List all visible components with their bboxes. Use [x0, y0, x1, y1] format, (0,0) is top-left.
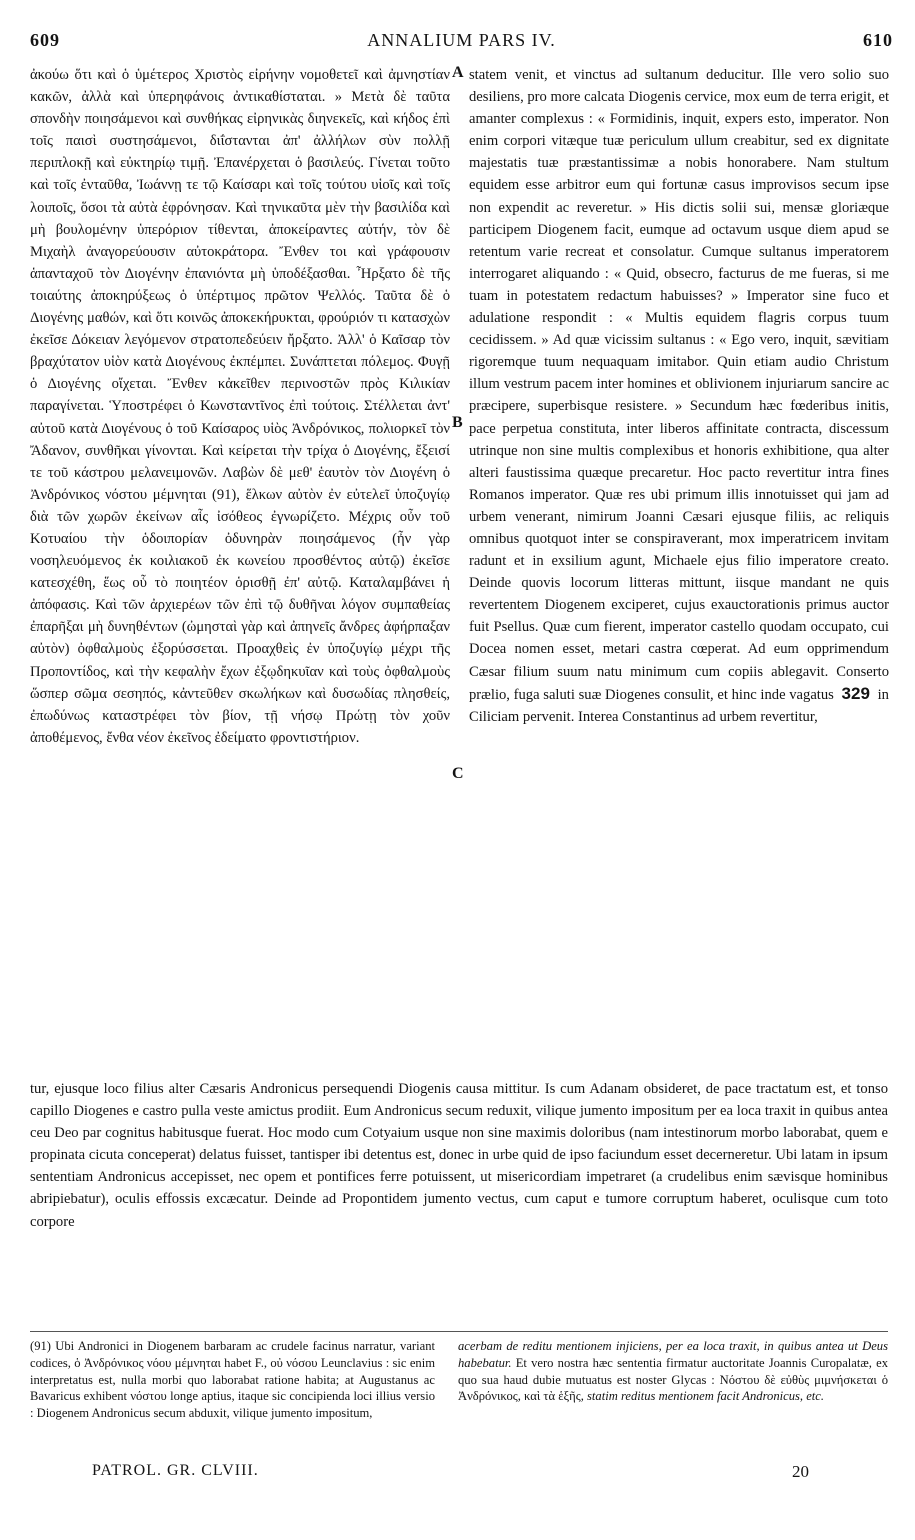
full-width-paragraph: tur, ejusque loco filius alter Cæsaris Andronicus persequendi Diogenis causa mittitur. Is cum Adanam obsideret, de pace tractatum est, et tonso capillo Diogenes e castro pulla veste amictus prodiit. Eum Andronicus secum reduxit, vilique jumento impositum per ea loca traxit in quibus antea ceu Deo par cognitus habitusque fuerat. Hoc modo cum Cotyaium usque non sine maximis doloribus (nam intestinorum morbo laborabat, quem e propinata cicuta conceperat) delatus fuisset, tantisper ibi detentus est, donec in urbe quid de ipso faciundum esset decerneretur. Ubi latam in ipsum sententiam Andronicus accepisset, nec opem et pontifices ferre potuissent, ut misericordiam impetraret (a crudelibus enim sævisque hominibus abripiebatur), oculis effossis excæcatur. Deinde ad Propontidem jumento vectus, cum caput e tumore corruptum haberet, oculisque cum toto corpore: [30, 1081, 888, 1230]
footnote-right: [458, 1338, 888, 1405]
margin-marker-c: C: [452, 765, 464, 782]
latin-column: [469, 64, 889, 728]
greek-column: [30, 64, 450, 749]
greek-text: ἀκούω ὅτι καὶ ὁ ὑμέτερος Χριστὸς εἰρήνην νομοθετεῖ καὶ ἀμνηστίαν κακῶν, ἀλλὰ καὶ ὑπερηφάνοις ἀντικαθίσταται. » Μετὰ δὲ ταῦτα σπονδὴν ποιησάμενοι καὶ συνθήκας εἰρηνικὰς διηνεκεῖς, καὶ κήδος ἐπὶ τοῖς παισὶ συστησάμενοι, διΐστανται ἀπ' ἀλλήλων σὺν πολλῇ περιπλοκῇ καὶ εὐκτηρίῳ τιμῇ. Ἐπανέρχεται ὁ βασιλεύς. Γίνεται τοῦτο καὶ τοῖς ἐνταῦθα, Ἰωάννῃ τε τῷ Καίσαρι καὶ τοῖς τούτου υἱοῖς καὶ τοῖς λοιποῖς, ὅσοι τὰ αὐτὰ ἐφρόνησαν. Καὶ τηνικαῦτα μὲν τὴν βασιλίδα καὶ μὴ βουλομένην ὑπερόριον τίθενται, ἀποκείραντες αὐτήν, τὸν δὲ Μιχαὴλ ἀναγορεύουσιν αὐτοκράτορα. Ἔνθεν τοι καὶ γράφουσιν ἁπανταχοῦ τὸν Διογένην ἐπανιόντα μὴ ὑποδέξασθαι. Ἦρξατο δὲ τῆς τοιαύτης ἀποκηρύξεως ὁ ὑπέρτιμος πρῶτον Ψελλός. Ταῦτα δὲ ὁ Διογένης μαθών, καὶ ὅτι κοινῶς ἀποκεκήρυκται, φρούριόν τι κατασχὼν ἐκεῖσε Δόκειαν λεγόμενον στρατοπεδεύειν ἤρξατο. Ἀλλ' ὁ Καῖσαρ τὸν βραχύτατον υἱὸν κατὰ Διογένους ἐκπέμπει. Συνάπτεται πόλεμος. Φυγῇ ὁ Διογένης οἴχεται. Ἔνθεν κἀκεῖθεν περινοστῶν πρὸς Κιλικίαν παραγίνεται. Ὑποστρέφει ὁ Κωνσταντῖνος ἐπὶ τούτοις. Στέλλεται ἀντ' αὐτοῦ κατὰ Διογένους ὁ τοῦ Καίσαρος υἱὸς Ἀνδρόνικος, πολιορκεῖ τὸν Ἄδανον, συνθῆκαι γίνονται. Καὶ κείρεται τὴν τρίχα ὁ Διογένης, ἔξεισί τε τοῦ κάστρου μελανειμονῶν. Λαβὼν δὲ μεθ' ἑαυτὸν τὸν Διογένη ὁ Ἀνδρόνικος νόστου μέμνηται (91), ἕλκων αὐτὸν ἐν εὐτελεῖ ὑποζυγίῳ διὰ τῶν χωρῶν ἐκείνων αἷς ἰσόθεος ἐγνωρίζετο. Μέχρις οὖν τοῦ Κοτυαίου τὴν ὁδοιπορίαν ὀδυνηρὰν ποιησάμενος (ἦν γὰρ νοσηλευόμενος ἐκ κοιλιακοῦ ἐκ κωνείου προσθέντος αὐτῷ) ἐκεῖσε κατεσχέθη, ἕως οὗ τὸ ποιητέον ὁρισθῇ ἐπ' αὐτῷ. Καταλαμβάνει ἡ ἀπόφασις. Καὶ τῶν ἀρχιερέων τῶν ἐπὶ τῷ δυθῆναι λόγον συμπαθείας ἐπαρῆξαι μὴ δυνηθέντων (ὠμησταὶ γὰρ καὶ ἀπηνεῖς ἄνδρες ἀφήρπαξαν αὐτὸν) ὀφθαλμοὺς ἐξορύσσεται. Προαχθεὶς ἐν ὑποζυγίῳ μέχρι τῆς Προποντίδος, καὶ τὴν κεφαλὴν ἔχων ἐξῳδηκυῖαν καὶ τοὺς ὀφθαλμοὺς ὥσπερ σῶμα σεσηπός, κἀντεῦθεν σκωλήκων καὶ δυσωδίας πλησθείς, ἐπωδύνως καταστρέφει τὸν βίον, τῇ νήσῳ Πρώτῃ τὸν χοῦν ἀποθέμενος, ἔνθα νέον ἐκεῖνος ἐδείματο φροντιστήριον.: [30, 67, 450, 746]
latin-text: [469, 64, 889, 728]
footnote-right-plain: Et vero nostra hæc sententia firmatur auctoritate Joannis Curopalatæ, ex quo sua haud dubie mutuatus est noster Glycas : Νόστου δὲ εὐθὺς μιμνήσκεται ὁ Ἀνδρόνικος, καὶ τὰ ἑξῆς,: [458, 1355, 888, 1404]
footnote-right-italic-end: statim reditus mentionem facit Andronicus, etc.: [587, 1389, 825, 1404]
margin-marker-a: A: [452, 64, 464, 81]
footnote-right-italic: acerbam de reditu mentionem injiciens, per ea loca traxit, in quibus antea ut Deus habebatur.: [458, 1339, 888, 1370]
column-marker-329: 329: [841, 683, 870, 703]
full-width-text: [30, 1078, 888, 1233]
footnote-left: (91) Ubi Andronici in Diogenem barbaram ac crudele facinus narratur, variant codices, ὁ Ἀνδρόνικος νόου μέμνηται habet F., οὐ νόσου Leunclavius : sic enim interpretatus est, nulla morbi quo laborabat ratione habita; at Augustanus ac Bavaricus exhibent νόστου longe aptius, itaque sic concipienda loci illius versio : Diogenem Andronicus secum abduxit, vilique jumento impositum,: [30, 1339, 435, 1421]
latin-text-before: statem venit, et vinctus ad sultanum deducitur. Ille vero solio suo desiliens, pro more calcata Diogenis cervice, mox eum de terra erigit, et amanter complexus : « Formidinis, inquit, expers esto, imperator. Non enim corpori vitæque tuæ periculum ullum creabitur, sed ex dignitate majestatis tuæ præstantissimæ a nobis honorabere. Nam stultum equidem esse arbitror eum qui fortunæ casus improvisos secum ipse non expendit ac reveretur. » His dictis solii sui, mensæ gloriæque participem Diogenem facit, eumque ad octavum usque diem apud se retentum varie recreat et consolatur. Cumque sultanus imperatorem interrogaret aliquando : « Quid, obsecro, facturus de me fueras, si me tuam in potestatem redactum habuisses? » Imperator sine fuco et adulatione respondit : « Multis equidem flagris corpus tuum cecidissem. » Ad quæ vicissim sultanus : « Ego vero, inquit, sævitiam rigoremque tuum nequaquam imitabor. Quin etiam audio Christum illum vestrum pacem inter homines et oblivionem injuriarum sancire ac præcipere, superbisque resistere. » Secundum hæc fœderibus initis, pace perpetua constituta, inter liberos affinitate contracta, discessum utrinque non sine multis complexibus et honoris exhibitione, qua alter alteri faustissima quæque precaretur. Hoc pacto revertitur intra fines Romanos imperator. Quæ res ubi primum illis innotuisset qui jam ad urbem venerant, nimirum Joanni Cæsari ejusque filiis, ac reliquis omnibus quotquot inter se conspiraverant, mox imperatricem invitam radunt et in exsilium agunt, Michaele ejus filio imperatore creato. Deinde quovis locorum litteras mittunt, iisque mandant ne quis revertentem Diogenem exciperet, cujus exauctorationis primus auctor fuit Psellus. Quæ cum fierent, imperator castello quodam occupato, cui Docea nomen esset, metari castra cœperat. Ad eum opprimendum Cæsar filium suum natu minimum cum copiis ablegavit. Conserto prælio, fuga saluti suæ Diogenes consulit, et hinc inde vagatus: [469, 67, 889, 703]
page-number-left: 609: [30, 30, 60, 50]
signature-mark: PATROL. GR. CLVIII.: [92, 1462, 259, 1479]
latin-text-after: in Ciliciam pervenit. Interea Constantinus ad urbem revertitur,: [469, 686, 889, 725]
margin-marker-b: B: [452, 414, 463, 431]
running-title: ANNALIUM PARS IV.: [367, 30, 556, 50]
running-header: [30, 30, 893, 60]
page-number-right: 610: [863, 30, 893, 50]
footnote-divider: [30, 1331, 888, 1332]
sheet-number: 20: [792, 1462, 809, 1481]
